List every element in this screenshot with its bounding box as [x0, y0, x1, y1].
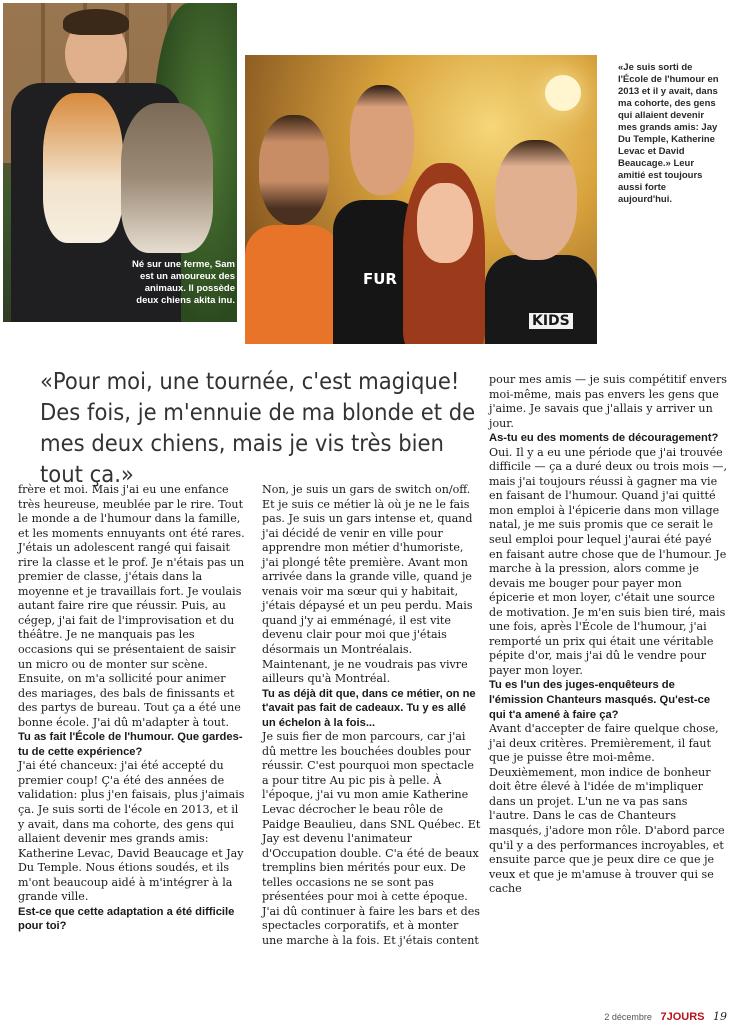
interview-question: Tu as déjà dit que, dans ce métier, on ne t'avait pas fait de cadeaux. Tu y es allé un échelon à la fois...	[262, 687, 476, 729]
interview-question: As-tu eu des moments de découragement?	[489, 432, 719, 445]
body-paragraph: Avant d'accepter de faire quelque chose, j'ai deux critères. Premièrement, il faut que je puisse être moi-même. Deuxièmement, mon indice de bonheur doit être élevé à l'idée de m'impliquer dans un projet. L'un ne va pas sans l'autre. Dans le cas de Chanteurs masqués, j'adore mon rôle. D'abord parce qu'il y a des performances incroyables, et ensuite parce que je peux dire ce que je veux et que je m'amuse à trouver qui se cache	[489, 722, 725, 896]
shirt-text-fur: FUR	[363, 270, 397, 288]
page-number: 19	[713, 1010, 727, 1023]
akita-adult	[121, 103, 213, 253]
article-column-1	[18, 483, 246, 934]
friend-4-head	[495, 140, 577, 260]
shirt-text-kids: KIDS	[529, 313, 573, 329]
man-hair	[63, 9, 129, 35]
pull-quote: «Pour moi, une tournée, c'est magique! Des fois, je m'ennuie de ma blonde et de mes deux chiens, mais je vis très bien tout ça.»	[40, 367, 476, 488]
interview-question: Est-ce que cette adaptation a été difficile pour toi?	[18, 905, 235, 933]
friend-4-black-shirt	[485, 255, 597, 347]
body-paragraph: Oui. Il y a eu une période que j'ai trouvée difficile — ça a duré deux ou trois mois —, mais j'ai toujours réussi à gagner ma vie en faisant de l'humour. Quand j'ai quitté mon emploi à l'épicerie dans mon village natal, je me suis promis que ce serait le seul emploi pour lequel j'aurai été payé en faisant autre chose que de l'humour. Je marche à la pression, alors comme je devais me bouger pour payer mon épicerie et mon loyer, c'était une source de motivation. Je m'en suis bien tiré, mais une fois, après l'École de l'humour, j'ai remporté un prix qui était une véritable pépite d'or, mais j'ai dû le vendre pour payer mon loyer.	[489, 445, 727, 677]
friend-1-orange-shirt	[245, 225, 340, 347]
photo-man-with-dogs	[0, 0, 240, 325]
magazine-logo: 7JOURS	[660, 1011, 705, 1023]
interview-question: Tu as fait l'École de l'humour. Que gardes-tu de cette expérience?	[18, 731, 243, 758]
friend-2-head	[350, 85, 414, 195]
body-paragraph: pour mes amis — je suis compétitif envers moi-même, mais pas envers les gens que j'aime. Je savais que j'allais y arriver un jour.	[489, 373, 727, 430]
article-column-3	[489, 373, 727, 897]
body-paragraph: Je suis fier de mon parcours, car j'ai dû mettre les bouchées doubles pour réussir. C'est pourquoi mon spectacle a pour titre Au pic pis à pelle. À l'époque, j'ai vu mon amie Katherine Levac décrocher le beau rôle de Paidge Beaulieu, dans SNL Québec. Et Jay est devenu l'animateur d'Occupation double. C'a été de beaux tremplins bien mérités pour eux. De telles occasions ne se sont pas présentées pour moi à cette époque. J'ai dû continuer à faire les bars et des spectacles corporatifs, et à monter une marche à la fois. Et j'étais content	[262, 730, 481, 947]
friend-1-head	[259, 115, 329, 225]
photo-four-friends	[242, 52, 600, 347]
page-footer	[604, 1010, 727, 1023]
body-paragraph: J'ai été chanceux: j'ai été accepté du premier coup! Ç'a été des années de validation: plus j'en faisais, plus j'aimais ça. Je suis sorti de l'école en 2013, et il y avait, dans ma cohorte, des gens qui allaient devenir mes grands amis: Katherine Levac, David Beaucage et Jay Du Temple. Nous étions soudés, et ils m'ont beaucoup aidé à m'intégrer à la grande ville.	[18, 759, 245, 904]
photo-caption-dogs: Né sur une ferme, Sam est un amoureux des animaux. Il possède deux chiens akita inu.	[132, 259, 235, 306]
friend-3-face	[417, 183, 473, 263]
body-paragraph: Non, je suis un gars de switch on/off. Et je suis ce métier là où je ne le fais pas. Je suis un gars intense et, quand j'ai décidé de venir en ville pour apprendre mon métier d'humoriste, j'ai plongé tête première. Avant mon arrivée dans la grande ville, quand je venais voir ma sœur qui y habitait, j'étais dépaysé et un peu perdu. Mais quand j'y ai emménagé, il est vite devenu clair pour moi que j'étais désormais un Montréalais. Maintenant, je ne voudrais pas vivre ailleurs qu'à Montréal.	[262, 483, 473, 686]
interview-question: Tu es l'un des juges-enquêteurs de l'émission Chanteurs masqués. Qu'est-ce qui t'a amené à faire ça?	[489, 679, 711, 721]
footer-date: 2 décembre	[604, 1012, 652, 1022]
ceiling-light	[545, 75, 581, 111]
body-paragraph: frère et moi. Mais j'ai eu une enfance très heureuse, meublée par le rire. Tout le monde a de l'humour dans la famille, et les moments ennuyants ont été rares. J'étais un adolescent rangé qui faisait rire la classe et le prof. Je n'étais pas un premier de classe, j'étais dans la moyenne et je travaillais fort. Je voulais autant faire rire que réussir. Puis, au cégep, j'ai fait de l'improvisation et du théâtre. Je ne manquais pas les occasions qui se présentaient de saisir un micro ou de monter sur scène. Ensuite, on m'a sollicité pour animer des mariages, des bals de finissants et des partys de bureau. Tout ça a été une bonne école. J'ai dû m'adapter à tout.	[18, 483, 245, 729]
akita-puppy	[43, 93, 123, 243]
photo-caption-friends: «Je suis sorti de l'École de l'humour en 2013 et il y avait, dans ma cohorte, des gens qui allaient devenir mes grands amis: Jay Du Temple, Katherine Levac et David Beaucage.» Leur amitié est toujours aussi forte aujourd'hui.	[618, 62, 719, 205]
article-column-2	[262, 483, 482, 949]
